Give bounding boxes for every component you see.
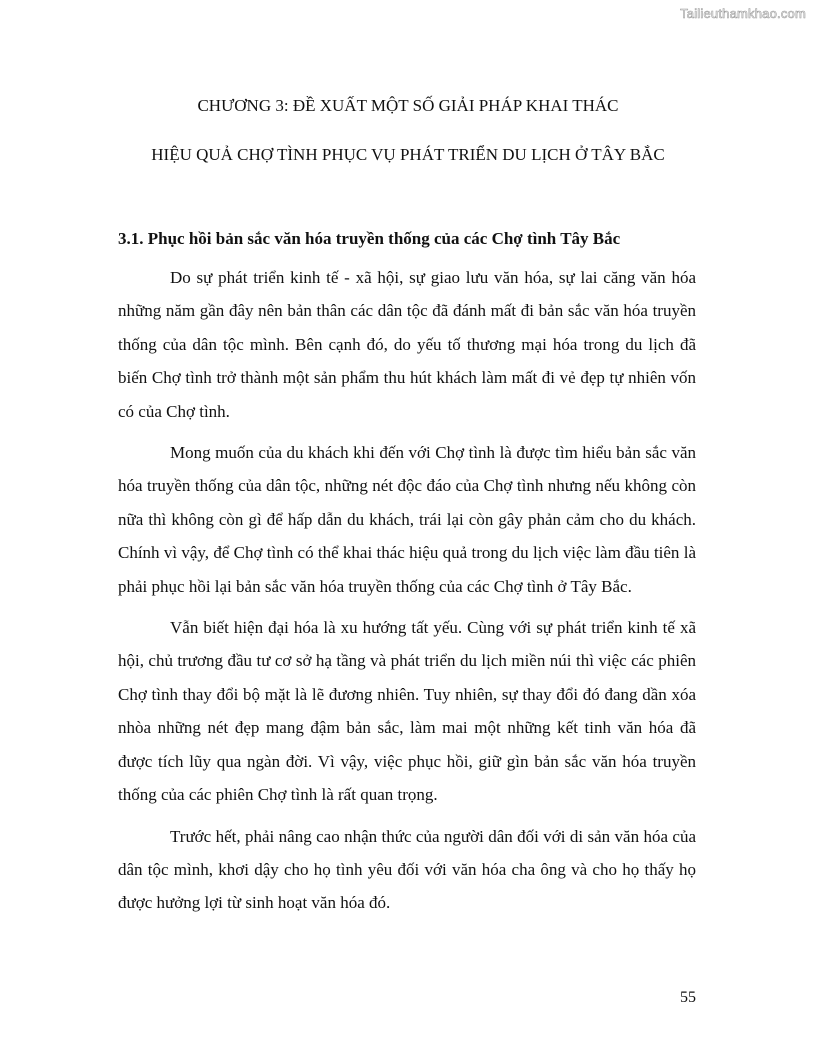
body-text [118,261,696,928]
chapter-title-line-2: HIỆU QUẢ CHỢ TÌNH PHỤC VỤ PHÁT TRIỂN DU LỊCH Ở TÂY BẮC [151,145,665,164]
page-number: 55 [680,989,696,1006]
paragraph-3: Vẫn biết hiện đại hóa là xu hướng tất yếu. Cùng với sự phát triển kinh tế xã hội, chủ trương đầu tư cơ sở hạ tầng và phát triển du lịch miền núi thì việc các phiên Chợ tình thay đổi bộ mặt là lẽ đương nhiên. Tuy nhiên, sự thay đổi đó đang dần xóa nhòa những nét đẹp mang đậm bản sắc, làm mai một những kết tinh văn hóa đã được tích lũy qua ngàn đời. Vì vậy, việc phục hồi, giữ gìn bản sắc văn hóa truyền thống của các phiên Chợ tình là rất quan trọng. [118,618,696,805]
section-heading: 3.1. Phục hồi bản sắc văn hóa truyền thống của các Chợ tình Tây Bắc [118,229,621,248]
paragraph-1: Do sự phát triển kinh tế - xã hội, sự giao lưu văn hóa, sự lai căng văn hóa những năm gần đây nên bản thân các dân tộc đã đánh mất đi bản sắc văn hóa truyền thống của dân tộc mình. Bên cạnh đó, do yếu tố thương mại hóa trong du lịch đã biến Chợ tình trở thành một sản phẩm thu hút khách làm mất đi vẻ đẹp tự nhiên vốn có của Chợ tình. [118,268,696,421]
chapter-title-line-1: CHƯƠNG 3: ĐỀ XUẤT MỘT SỐ GIẢI PHÁP KHAI THÁC [197,96,619,115]
watermark: Tailieuthamkhao.com [680,6,806,21]
paragraph-2: Mong muốn của du khách khi đến với Chợ tình là được tìm hiểu bản sắc văn hóa truyền thống của dân tộc, những nét độc đáo của Chợ tình nhưng nếu không còn nữa thì không còn gì để hấp dẫn du khách, trái lại còn gây phản cảm cho du khách. Chính vì vậy, để Chợ tình có thể khai thác hiệu quả trong du lịch việc làm đầu tiên là phải phục hồi lại bản sắc văn hóa truyền thống của các Chợ tình ở Tây Bắc. [118,443,696,596]
paragraph-4: Trước hết, phải nâng cao nhận thức của người dân đối với di sản văn hóa của dân tộc mình, khơi dậy cho họ tình yêu đối với văn hóa cha ông và cho họ thấy họ được hưởng lợi từ sinh hoạt văn hóa đó. [118,826,696,913]
